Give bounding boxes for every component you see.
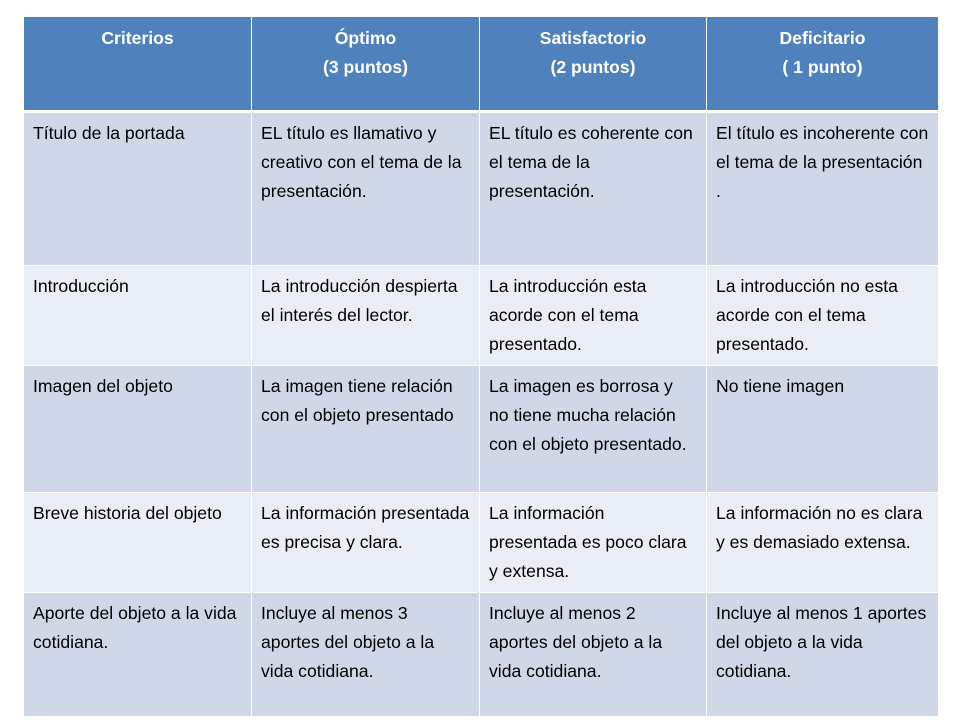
satisfactorio-cell: La introducción esta acorde con el tema presentado. [480, 266, 707, 366]
header-deficitario [707, 17, 939, 112]
header-optimo [252, 17, 480, 112]
deficitario-cell: No tiene imagen [707, 366, 939, 493]
table-row [24, 366, 939, 493]
criterion-cell: Imagen del objeto [24, 366, 252, 493]
optimo-cell: EL título es llamativo y creativo con el tema de la presentación. [252, 112, 480, 266]
rubric-header [24, 17, 939, 112]
table-row [24, 112, 939, 266]
header-satisfactorio [480, 17, 707, 112]
deficitario-cell: El título es incoherente con el tema de la presentación . [707, 112, 939, 266]
rubric-body [24, 112, 939, 717]
criterion-cell: Aporte del objeto a la vida cotidiana. [24, 593, 252, 717]
table-row [24, 493, 939, 593]
deficitario-cell: Incluye al menos 1 aportes del objeto a la vida cotidiana. [707, 593, 939, 717]
satisfactorio-cell: EL título es coherente con el tema de la presentación. [480, 112, 707, 266]
table-row [24, 593, 939, 717]
header-deficitario-label: Deficitario [779, 28, 866, 48]
rubric-table [23, 16, 939, 717]
header-deficitario-points: ( 1 punto) [782, 57, 863, 77]
satisfactorio-cell: La imagen es borrosa y no tiene mucha relación con el objeto presentado. [480, 366, 707, 493]
satisfactorio-cell: Incluye al menos 2 aportes del objeto a la vida cotidiana. [480, 593, 707, 717]
header-criterios [24, 17, 252, 112]
criterion-cell: Breve historia del objeto [24, 493, 252, 593]
satisfactorio-cell: La información presentada es poco clara y extensa. [480, 493, 707, 593]
optimo-cell: La introducción despierta el interés del lector. [252, 266, 480, 366]
optimo-cell: Incluye al menos 3 aportes del objeto a la vida cotidiana. [252, 593, 480, 717]
header-satisfactorio-points: (2 puntos) [550, 57, 636, 77]
header-satisfactorio-label: Satisfactorio [539, 28, 647, 48]
header-row [24, 17, 939, 112]
table-row [24, 266, 939, 366]
criterion-cell: Título de la portada [24, 112, 252, 266]
deficitario-cell: La introducción no esta acorde con el tema presentado. [707, 266, 939, 366]
criterion-cell: Introducción [24, 266, 252, 366]
header-optimo-points: (3 puntos) [322, 57, 409, 77]
deficitario-cell: La información no es clara y es demasiado extensa. [707, 493, 939, 593]
header-optimo-label: Óptimo [334, 28, 397, 48]
optimo-cell: La imagen tiene relación con el objeto presentado [252, 366, 480, 493]
optimo-cell: La información presentada es precisa y clara. [252, 493, 480, 593]
header-criterios-label: Criterios [101, 28, 174, 48]
